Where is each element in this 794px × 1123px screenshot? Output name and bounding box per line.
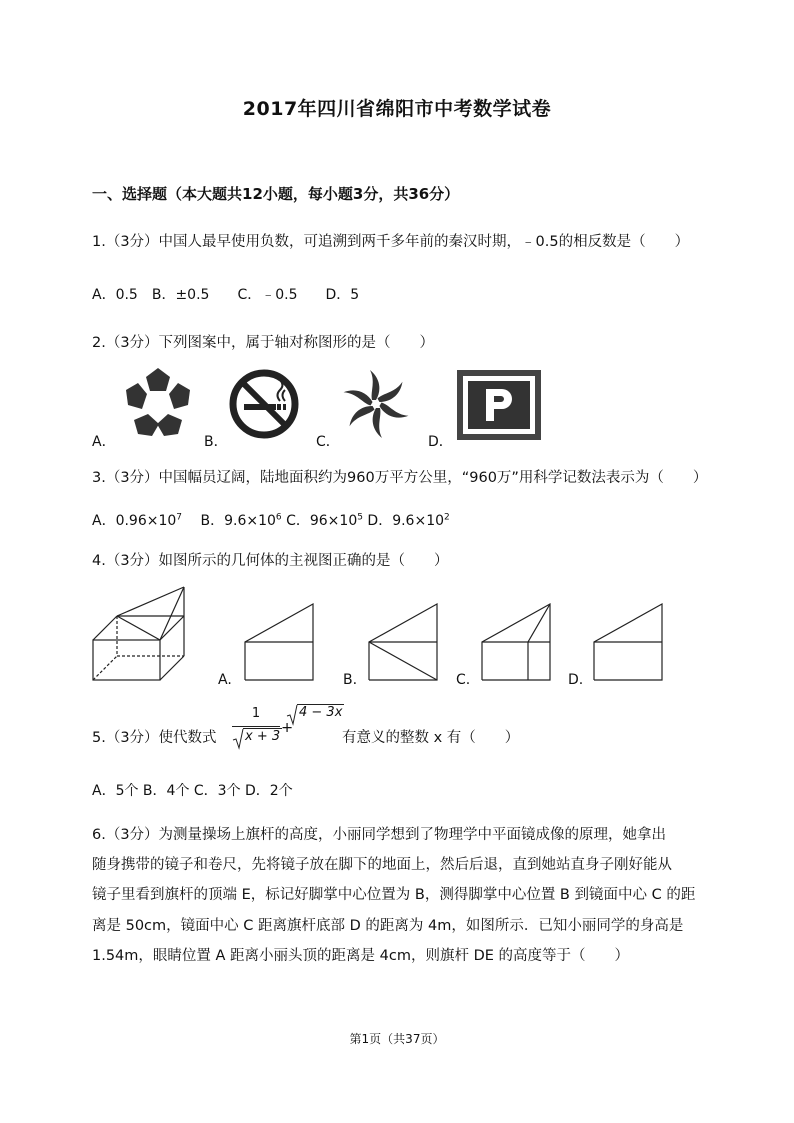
question-6-line-2: 随身携带的镜子和卷尺，先将镜子放在脚下的地面上，然后后退，直到她站直身子刚好能从 bbox=[92, 857, 672, 873]
q3-option-d: D．$9.6\times 10^2$ bbox=[367, 512, 450, 529]
question-2-text: 2.（3分）下列图案中，属于轴对称图形的是（ ） bbox=[92, 335, 435, 351]
q4-option-b-view bbox=[367, 602, 439, 682]
question-6-line-5: 1.54m，眼睛位置 A 距离小丽头顶的距离是 4cm，则旗杆 DE 的高度等于（ ） bbox=[92, 948, 630, 964]
page-title: 2017年四川省绵阳市中考数学试卷 bbox=[242, 98, 552, 120]
parking-sign-icon bbox=[456, 369, 542, 441]
question-3-text: 3.（3分）中国幅员辽阔，陆地面积约为960万平方公里，“960万”用科学记数法表示为（ ） bbox=[92, 470, 708, 486]
question-2-label-d: D． bbox=[428, 434, 453, 450]
section-heading: 一、选择题（本大题共12小题，每小题3分，共36分） bbox=[92, 185, 460, 203]
question-1-text: 1.（3分）中国人最早使用负数，可追溯到两千多年前的秦汉时期，﹣0.5的相反数是（ ） bbox=[92, 234, 690, 250]
q4-label-a: A. bbox=[218, 672, 232, 688]
q5-fraction-denominator: x + 3 bbox=[245, 729, 281, 744]
q4-label-b: B. bbox=[343, 672, 358, 688]
q5-plus: + bbox=[281, 720, 294, 736]
pinwheel-icon bbox=[338, 366, 414, 442]
q5-root-expression: 4 − 3x bbox=[299, 705, 343, 720]
q3-option-a: A．$0.96\times 10^7$ bbox=[92, 512, 183, 529]
question-5-options: A．5个 B．4个 C．3个 D．2个 bbox=[92, 783, 293, 799]
no-smoking-icon bbox=[228, 368, 300, 440]
question-6-line-1: 6.（3分）为测量操场上旗杆的高度，小丽同学想到了物理学中平面镜成像的原理，她拿出 bbox=[92, 827, 667, 843]
question-3-options bbox=[92, 510, 450, 530]
question-4-text: 4.（3分）如图所示的几何体的主视图正确的是（ ） bbox=[92, 553, 449, 569]
q4-option-a-view bbox=[243, 602, 315, 682]
q3-option-b: B．$9.6\times 10^6$ bbox=[200, 512, 282, 529]
question-2-label-b: B． bbox=[204, 434, 228, 450]
q3-option-c: C．$96\times 10^5$ bbox=[286, 512, 363, 529]
question-2-label-c: C． bbox=[316, 434, 340, 450]
q4-label-c: C. bbox=[456, 672, 471, 688]
q4-label-d: D. bbox=[568, 672, 584, 688]
flower-pentagon-icon bbox=[120, 364, 196, 440]
q5-suffix: 有意义的整数 x 有（ ） bbox=[342, 730, 520, 746]
solid-figure bbox=[90, 584, 190, 684]
question-1-options: A．0.5 B．±0.5 C．﹣0.5 D．5 bbox=[92, 287, 360, 303]
question-2-label-a: A． bbox=[92, 434, 116, 450]
question-6-line-4: 离是 50cm，镜面中心 C 距离旗杆底部 D 的距离为 4m，如图所示．已知小丽同学的身高是 bbox=[92, 918, 684, 934]
question-6-line-3: 镜子里看到旗杆的顶端 E，标记好脚掌中心位置为 B，测得脚掌中心位置 B 到镜面中心 C 的距 bbox=[92, 887, 696, 903]
page-footer: 第1页（共37页） bbox=[349, 1032, 445, 1046]
q4-option-d-view bbox=[592, 602, 664, 682]
q5-prefix: 5.（3分）使代数式 bbox=[92, 730, 217, 746]
q5-fraction-numerator: 1 bbox=[251, 706, 261, 721]
q4-option-c-view bbox=[480, 602, 552, 682]
